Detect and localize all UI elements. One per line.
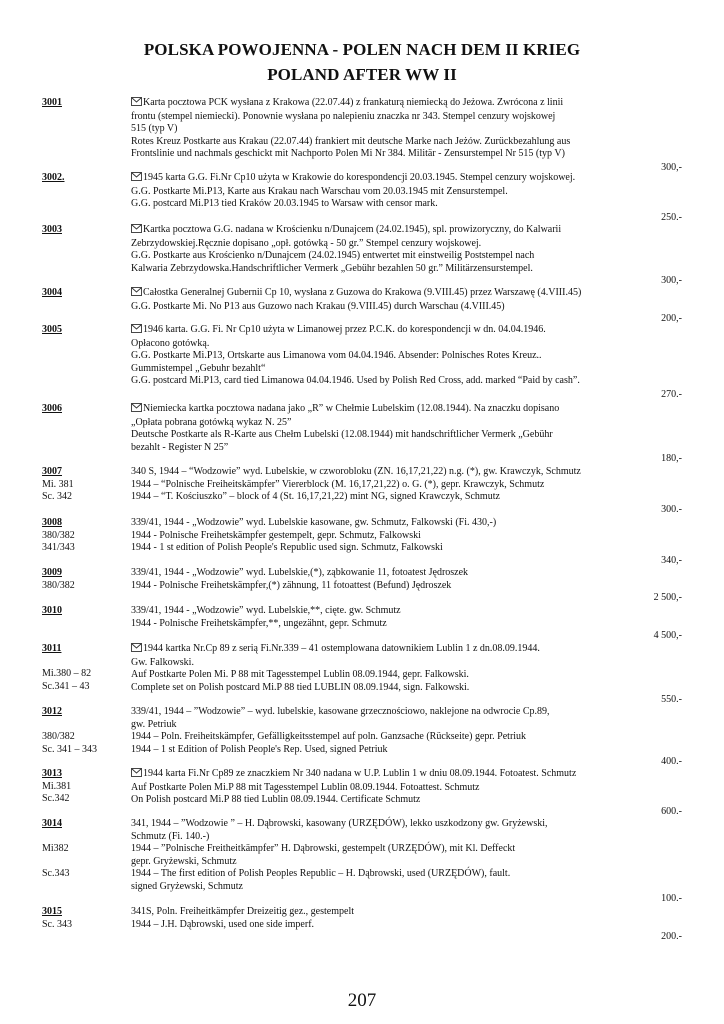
description-line	[131, 198, 696, 211]
description-line	[131, 906, 696, 919]
lot-number: 3006	[42, 403, 62, 414]
description-text: On Polish postcard Mi.P 88 tied Lublin 08.09.1944. Certificate Schmutz	[131, 794, 421, 806]
description-text: Complete set on Polish postcard Mi.P 88 tied LUBLIN 08.09.1944, sign. Falkowski.	[131, 681, 470, 693]
description-line	[131, 517, 696, 530]
description-line	[131, 580, 696, 593]
description-line	[131, 542, 696, 555]
description-line	[131, 919, 696, 932]
catalog-reference: 380/382	[42, 529, 75, 541]
catalog-reference: 380/382	[42, 579, 75, 591]
description-text: Rotes Kreuz Postkarte aus Krakau (22.07.44) frankiert mit deutsche Marke nach Jeżów. Zurückbezahlung aus	[131, 135, 571, 147]
description-line	[131, 363, 696, 376]
catalog-reference: Mi. 381	[42, 478, 74, 490]
lot-reference-column	[42, 768, 127, 806]
catalog-reference: Sc.343	[42, 868, 70, 880]
description-text: gw. Petriuk	[131, 718, 177, 730]
lot-number: 3004	[42, 287, 62, 298]
description-line	[131, 287, 696, 301]
envelope-icon	[131, 97, 142, 111]
lot-price: 340,-	[661, 555, 682, 566]
description-text: 1944 – The first edition of Polish Peoples Republic – H. Dąbrowski, used (URZĘDÓW), fault.	[131, 868, 511, 880]
description-text: bezahlt - Register N 25”	[131, 441, 229, 453]
description-text: 1944 – ”Polnische Freitheitkämpfer” H. Dąbrowski, gestempelt (URZĘDÓW), mit Kl. Deffeckt	[131, 843, 516, 855]
lot-price: 200.-	[661, 931, 682, 942]
description-line	[131, 479, 696, 492]
description-text: 339/41, 1944 - „Wodzowie” wyd. Lubelskie kasowane, gw. Schmutz, Falkowski (Fi. 430,-)	[131, 517, 497, 528]
lot-reference-column	[42, 287, 127, 300]
lot-number: 3003	[42, 224, 62, 235]
lot-number: 3007	[42, 466, 62, 477]
description-text: Karta pocztowa PCK wysłana z Krakowa (22.07.44) z frankaturą niemiecką do Jeżowa. Zwrócona z linii	[143, 97, 564, 108]
description-line	[131, 657, 696, 670]
catalog-reference: Sc. 341 – 343	[42, 743, 97, 755]
lot-description	[131, 643, 696, 694]
lot-number: 3013	[42, 768, 62, 779]
lot-reference-column	[42, 643, 127, 693]
description-line	[131, 111, 696, 124]
page-title-line-1: POLSKA POWOJENNA - POLEN NACH DEM II KRIEG	[143, 40, 581, 59]
lot-reference-column	[42, 97, 127, 110]
description-text: gepr. Gryżewski, Schmutz	[131, 855, 237, 867]
envelope-icon	[131, 287, 142, 301]
description-text: 1944 karta Fi.Nr Cp89 ze znaczkiem Nr 340 nadana w U.P. Lublin 1 w dniu 08.09.1944. Fotoatest. Schmutz	[143, 768, 577, 779]
description-text: 1944 – J.H. Dąbrowski, used one side imperf.	[131, 918, 315, 930]
lot-price: 250.-	[661, 212, 682, 223]
lot-reference-column	[42, 172, 127, 185]
lot-price: 400.-	[661, 756, 682, 767]
lot-reference-column	[42, 818, 127, 881]
description-text: 1944 - Polnische Freihetskämpfer,(*) zähnung, 11 fotoattest (Befund) Jędroszek	[131, 579, 452, 591]
lot-description	[131, 224, 696, 275]
description-text: 341S, Poln. Freiheitkämpfer Dreizeitig gez., gestempelt	[131, 906, 354, 917]
lot-description	[131, 906, 696, 931]
description-line	[131, 263, 696, 276]
description-text: 1945 karta G.G. Fi.Nr Cp10 użyta w Krakowie do korespondencji 20.03.1945. Stempel cenzury wojskowej.	[143, 172, 576, 183]
catalog-reference: Sc.342	[42, 793, 70, 805]
description-text: signed Gryżewski, Schmutz	[131, 880, 243, 892]
description-text: Kalwaria Zebrzydowska.Handschriftlicher Vermerk „Gebühr bezahlen 50 gr.” Militärzensurstempel.	[131, 262, 533, 274]
lot-number: 3015	[42, 906, 62, 917]
lot-reference-column	[42, 906, 127, 931]
description-text: G.G. postcard Mi.P13, card tied Limanowa 04.04.1946. Used by Polish Red Cross, add. marked “Paid by cash”.	[131, 375, 580, 387]
description-line	[131, 324, 696, 338]
lot-reference-column	[42, 605, 127, 618]
lot-price: 600.-	[661, 806, 682, 817]
description-text: 1944 - Polnische Freihetskämpfer,**, ungezähnt, gepr. Schmutz	[131, 617, 387, 629]
description-text: Gw. Falkowski.	[131, 656, 194, 668]
description-line	[131, 417, 696, 430]
description-text: Deutsche Postkarte als R-Karte aus Chełm Lubelski (12.08.1944) mit handschriftlicher Vermerk „Gebühr	[131, 429, 553, 441]
description-line	[131, 97, 696, 111]
description-line	[131, 429, 696, 442]
catalog-reference	[42, 856, 127, 869]
description-text: 1946 karta. G.G. Fi. Nr Cp10 użyta w Limanowej przez P.C.K. do korespondencji w dn. 04.04.1946.	[143, 324, 546, 335]
page-number: 207	[347, 990, 377, 1011]
description-text: 341, 1944 – ”Wodzowie ” – H. Dąbrowski, kasowany (URZĘDÓW), lekko uszkodzony gw. Gryżewski,	[131, 818, 548, 829]
description-line	[131, 843, 696, 856]
description-text: G.G. Postkarte Mi. No P13 aus Guzowo nach Krakau (9.VIII.45) durch Warschau (4.VIII.45)	[131, 300, 505, 312]
description-text: Auf Postkarte Polen Mi.P 88 mit Tagesstempel Lublin 08.09.1944. Fotoattest. Schmutz	[131, 781, 480, 793]
description-line	[131, 567, 696, 580]
description-line	[131, 618, 696, 631]
lot-reference-column	[42, 224, 127, 237]
description-line	[131, 136, 696, 149]
lot-price: 100.-	[661, 893, 682, 904]
envelope-icon	[131, 224, 142, 238]
description-line	[131, 719, 696, 732]
description-text: Zebrzydowskiej.Ręcznie dopisano „opł. gotówką - 50 gr.” Stempel cenzury wojskowej.	[131, 237, 482, 249]
description-line	[131, 744, 696, 757]
lot-price: 2 500,-	[653, 592, 682, 603]
lot-description	[131, 567, 696, 592]
description-text: 339/41, 1944 - „Wodzowie” wyd. Lubelskie,(*), ząbkowanie 11, fotoatest Jędroszek	[131, 567, 469, 578]
catalog-reference: Mi382	[42, 843, 69, 855]
catalog-reference: Sc. 343	[42, 918, 72, 930]
catalog-reference: 341/343	[42, 542, 75, 554]
description-text: 1944 – Poln. Freiheitskämpfer, Gefälligkeitsstempel auf poln. Ganzsache (Rückseite) gepr. Petriuk	[131, 731, 527, 743]
catalog-reference: Mi.380 – 82	[42, 668, 92, 680]
lot-reference-column	[42, 706, 127, 756]
description-text: 1944 – “T. Kościuszko” – block of 4 (St. 16,17,21,22) mint NG, signed Krawczyk, Schmutz	[131, 491, 500, 503]
description-line	[131, 238, 696, 251]
description-text: Schmutz (Fi. 140.-)	[131, 830, 210, 842]
description-line	[131, 148, 696, 161]
lot-price: 270.-	[661, 389, 682, 400]
lot-description	[131, 287, 696, 313]
lot-price: 180,-	[661, 453, 682, 464]
description-text: 1944 - 1 st edition of Polish People's Republic used sign. Schmutz, Falkowski	[131, 542, 443, 554]
description-text: 1944 - Polnische Freihetskämpfer gestempelt, gepr. Schmutz, Falkowski	[131, 529, 421, 541]
lot-description	[131, 706, 696, 756]
description-line	[131, 643, 696, 657]
catalog-reference	[42, 656, 127, 669]
description-line	[131, 682, 696, 695]
lot-description	[131, 466, 696, 504]
description-text: 1944 – “Polnische Freiheitskämpfer” Viererblock (M. 16,17,21,22) o. G. (*), gepr. Krawczyk, Schmutz	[131, 478, 545, 490]
description-line	[131, 794, 696, 807]
lot-number: 3008	[42, 517, 62, 528]
description-text: 339/41, 1944 – ”Wodzowie” – wyd. lubelskie, kasowane grzecznościowo, naklejone na odwrocie Cp.89,	[131, 706, 550, 717]
lot-number: 3009	[42, 567, 62, 578]
description-text: Kartka pocztowa G.G. nadana w Krościenku n/Dunajcem (24.02.1945), spl. prowizoryczny, do Kalwarii	[143, 224, 562, 235]
description-text: 339/41, 1944 - „Wodzowie” wyd. Lubelskie,**, cięte. gw. Schmutz	[131, 605, 401, 616]
description-line	[131, 375, 696, 388]
description-line	[131, 818, 696, 831]
description-line	[131, 868, 696, 881]
lot-number: 3010	[42, 605, 62, 616]
description-text: Frontslinie und nachmals geschickt mit Nachporto Polen Mi Nr 384. Militär - Zensurstempel Nr 515 (typ V)	[131, 148, 565, 160]
description-line	[131, 530, 696, 543]
lot-price: 300,-	[661, 275, 682, 286]
description-text: G.G. postcard Mi.P13 tied Kraków 20.03.1945 to Warsaw with censor mark.	[131, 198, 438, 210]
lot-price: 200,-	[661, 313, 682, 324]
description-line	[131, 186, 696, 199]
description-text: 1944 – 1 st Edition of Polish People's Rep. Used, signed Petriuk	[131, 743, 388, 755]
description-text: „Opłata pobrana gotówką wykaz N. 25”	[131, 416, 292, 428]
lot-price: 550.-	[661, 694, 682, 705]
description-text: 515 (typ V)	[131, 123, 178, 135]
description-text: Opłacono gotówką.	[131, 337, 210, 349]
lot-number: 3012	[42, 706, 62, 717]
description-text: Całostka Generalnej Gubernii Cp 10, wysłana z Guzowa do Krakowa (9.VIII.45) przez Warszawę (4.VIII.45)	[143, 287, 582, 298]
description-line	[131, 782, 696, 795]
envelope-icon	[131, 768, 142, 782]
catalog-reference: Sc.341 – 43	[42, 680, 90, 692]
envelope-icon	[131, 643, 142, 657]
catalog-reference: Sc. 342	[42, 491, 72, 503]
description-line	[131, 466, 696, 479]
lot-description	[131, 605, 696, 630]
envelope-icon	[131, 324, 142, 338]
description-text: Gummistempel „Gebuhr bezahlt“	[131, 362, 266, 374]
catalog-reference	[42, 831, 127, 844]
description-line	[131, 338, 696, 351]
description-line	[131, 172, 696, 186]
lot-description	[131, 97, 696, 161]
description-text: Niemiecka kartka pocztowa nadana jako „R” w Chełmie Lubelskim (12.08.1944). Na znaczku dopisano	[143, 403, 560, 414]
description-line	[131, 731, 696, 744]
description-text: Auf Postkarte Polen Mi. P 88 mit Tagesstempel Lublin 08.09.1944, gepr. Falkowski.	[131, 669, 469, 681]
description-line	[131, 224, 696, 238]
page-title-line-2: POLAND AFTER WW II	[267, 65, 457, 84]
lot-reference-column	[42, 324, 127, 337]
description-line	[131, 605, 696, 618]
lot-price: 4 500,-	[653, 630, 682, 641]
description-text: frontu (stempel niemiecki). Ponownie wysłana po nalepieniu znaczka nr 343. Stempel cenzury wojskowej	[131, 110, 556, 122]
description-line	[131, 856, 696, 869]
lot-number: 3001	[42, 97, 62, 108]
description-line	[131, 831, 696, 844]
description-text: G.G. Postkarte aus Krościenko n/Dunajcem (24.02.1945) entwertet mit einstweilig Poststempel nach	[131, 250, 535, 262]
lot-number: 3011	[42, 643, 62, 654]
description-line	[131, 123, 696, 136]
lot-number: 3014	[42, 818, 62, 829]
lot-reference-column	[42, 466, 127, 504]
description-line	[131, 491, 696, 504]
envelope-icon	[131, 172, 142, 186]
description-line	[131, 250, 696, 263]
description-line	[131, 403, 696, 417]
lot-description	[131, 517, 696, 555]
lot-description	[131, 324, 696, 388]
lot-description	[131, 818, 696, 894]
lot-reference-column	[42, 567, 127, 592]
lot-price: 300,-	[661, 162, 682, 173]
description-text: G.G. Postkarte Mi.P13, Ortskarte aus Limanowa vom 04.04.1946. Absender: Polnisches Rotes Kreuz..	[131, 350, 542, 362]
description-line	[131, 669, 696, 682]
catalog-reference: 380/382	[42, 731, 75, 743]
description-line	[131, 881, 696, 894]
description-text: 340 S, 1944 – “Wodzowie” wyd. Lubelskie, w czworobloku (ZN. 16,17,21,22) n.g. (*), gw. Krawczyk, Schmutz	[131, 466, 581, 477]
catalog-reference: Mi.381	[42, 780, 72, 792]
lot-description	[131, 403, 696, 454]
description-line	[131, 301, 696, 314]
description-text: 1944 kartka Nr.Cp 89 z serią Fi.Nr.339 – 41 ostemplowana datownikiem Lublin 1 z dn.08.09.1944.	[143, 643, 540, 654]
description-text: G.G. Postkarte Mi.P13, Karte aus Krakau nach Warschau vom 20.03.1945 mit Zensurstempel.	[131, 185, 508, 197]
lot-price: 300.-	[661, 504, 682, 515]
lot-description	[131, 768, 696, 807]
lot-description	[131, 172, 696, 211]
envelope-icon	[131, 403, 142, 417]
lot-reference-column	[42, 403, 127, 416]
description-line	[131, 768, 696, 782]
description-line	[131, 350, 696, 363]
description-line	[131, 442, 696, 455]
catalog-reference	[42, 719, 127, 732]
lot-reference-column	[42, 517, 127, 555]
lot-number: 3005	[42, 324, 62, 335]
lot-number: 3002.	[42, 172, 65, 183]
description-line	[131, 706, 696, 719]
